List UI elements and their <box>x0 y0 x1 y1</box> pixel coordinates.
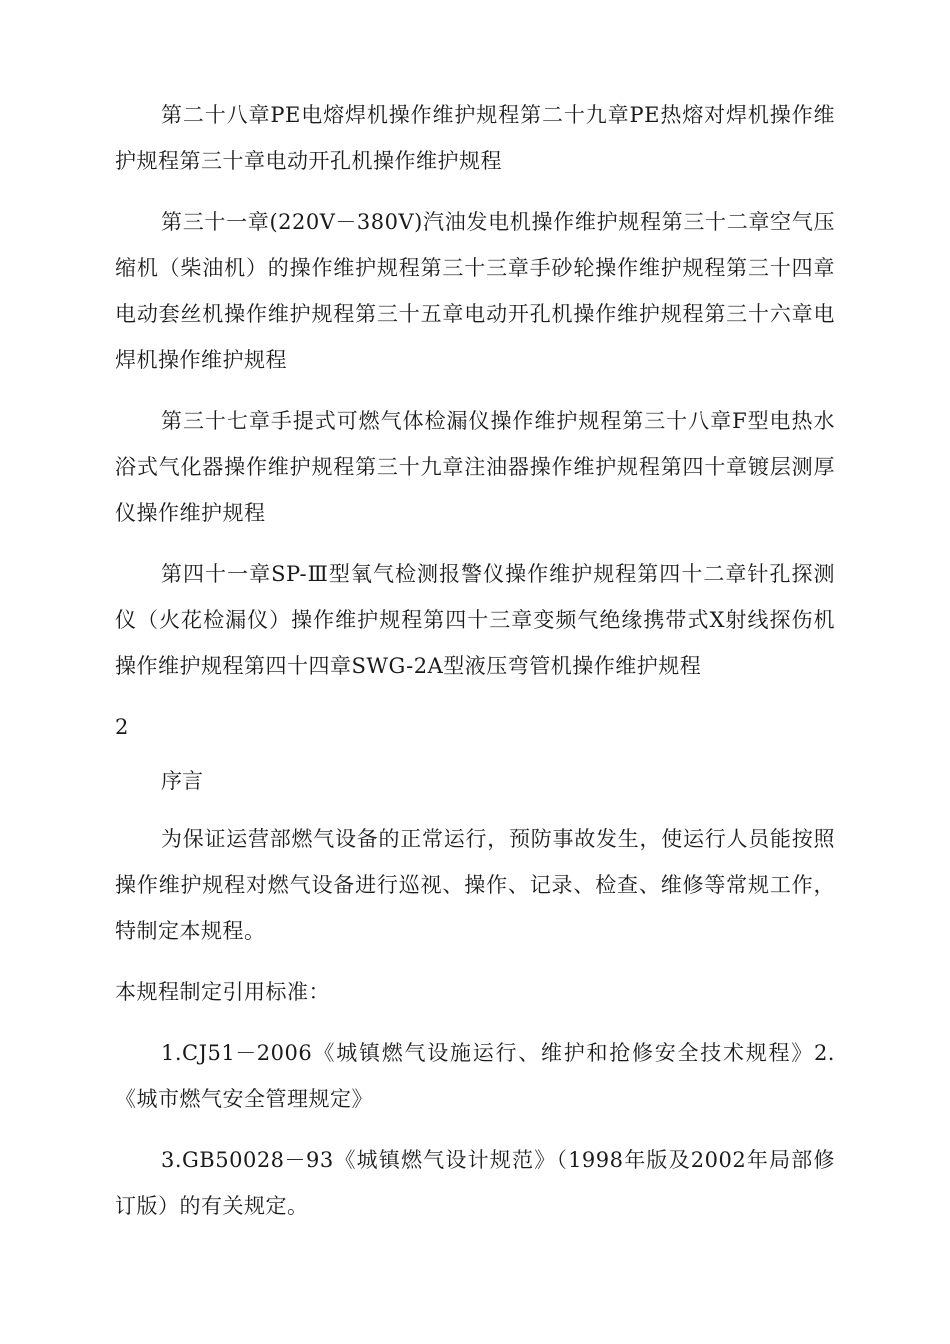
standards-item-1: 1.CJ51－2006《城镇燃气设施运行、维护和抢修安全技术规程》2.《城市燃气安全管理规定》 <box>115 1041 835 1111</box>
chapter-list-paragraph-3: 第三十七章手提式可燃气体检漏仪操作维护规程第三十八章F型电热水浴式气化器操作维护规程第三十九章注油器操作维护规程第四十章镀层测厚仪操作维护规程 <box>115 409 835 525</box>
page-number: 2 <box>115 715 129 739</box>
chapter-list-paragraph-2: 第三十一章(220V－380V)汽油发电机操作维护规程第三十二章空气压缩机（柴油机）的操作维护规程第三十三章手砂轮操作维护规程第三十四章电动套丝机操作维护规程第三十五章电动开孔机操作维护规程第三十六章电焊机操作维护规程 <box>115 210 835 372</box>
document-page <box>115 92 835 1244</box>
section-title: 序言 <box>161 769 203 793</box>
chapter-list-paragraph-1: 第二十八章PE电熔焊机操作维护规程第二十九章PE热熔对焊机操作维护规程第三十章电动开孔机操作维护规程 <box>115 103 835 173</box>
standards-intro: 本规程制定引用标准： <box>115 980 330 1004</box>
chapter-list-paragraph-4: 第四十一章SP-Ⅲ型氧气检测报警仪操作维护规程第四十二章针孔探测仪（火花检漏仪）操作维护规程第四十三章变频气绝缘携带式X射线探伤机操作维护规程第四十四章SWG-2A型液压弯管机操作维护规程 <box>115 562 835 678</box>
preface-paragraph: 为保证运营部燃气设备的正常运行，预防事故发生，使运行人员能按照操作维护规程对燃气设备进行巡视、操作、记录、检查、维修等常规工作，特制定本规程。 <box>115 827 835 943</box>
standards-item-2: 3.GB50028－93《城镇燃气设计规范》（1998年版及2002年局部修订版）的有关规定。 <box>115 1148 835 1218</box>
